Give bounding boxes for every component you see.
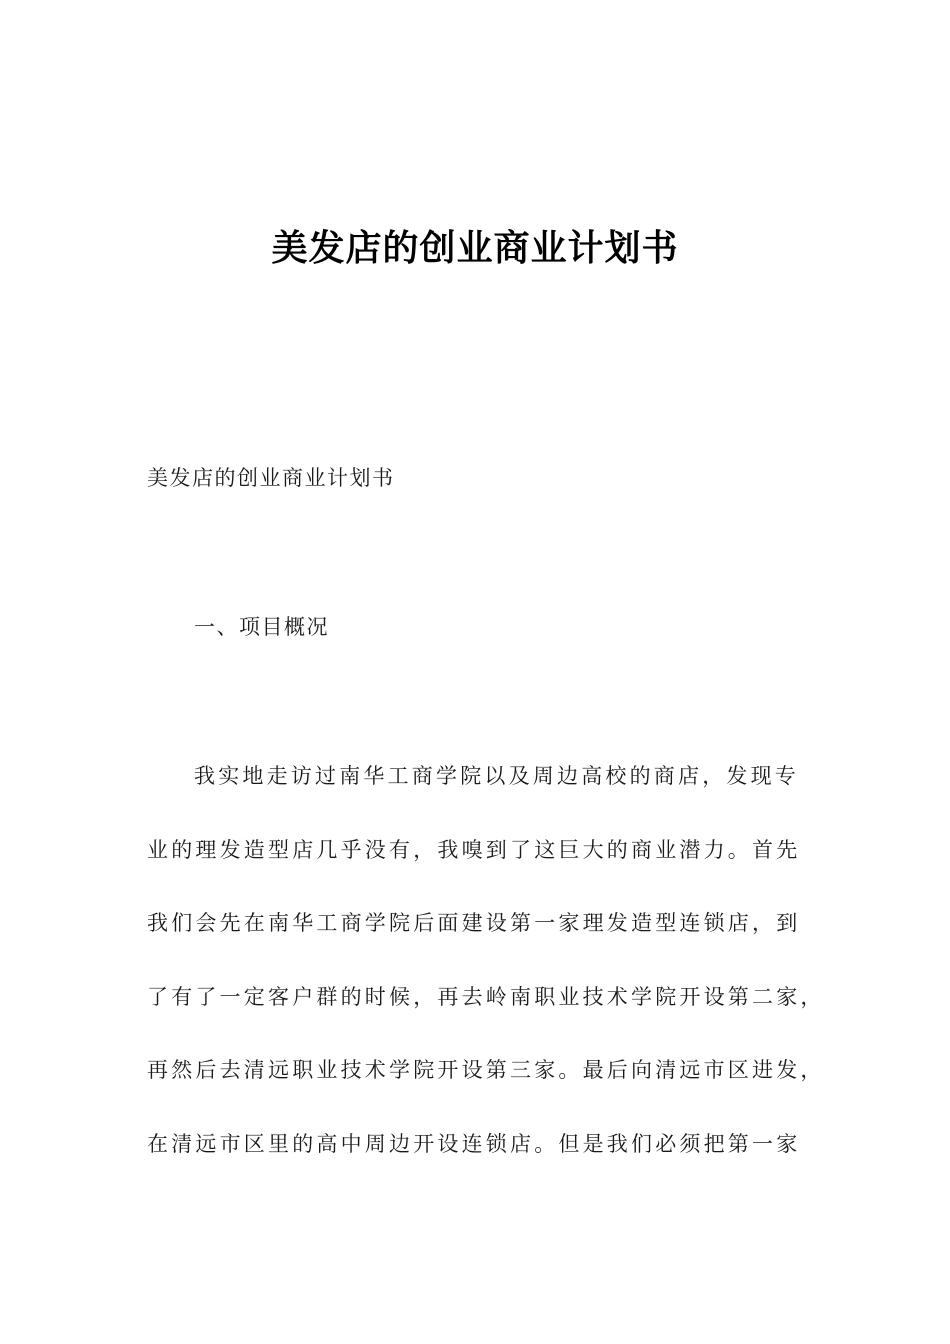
paragraph-line: 再然后去清远职业技术学院开设第三家。最后向清远市区进发， — [147, 1058, 825, 1082]
paragraph-line: 我实地走访过南华工商学院以及周边高校的商店，发现专 — [194, 764, 799, 788]
paragraph-line: 业的理发造型店几乎没有，我嗅到了这巨大的商业潜力。首先 — [147, 837, 801, 862]
body-paragraph — [147, 757, 847, 1198]
document-title: 美发店的创业商业计划书 — [271, 228, 679, 269]
paragraph-line: 我们会先在南华工商学院后面建设第一家理发造型连锁店，到 — [147, 911, 801, 935]
document-subtitle: 美发店的创业商业计划书 — [147, 466, 395, 490]
paragraph-line: 了有了一定客户群的时候，再去岭南职业技术学院开设第二家， — [147, 984, 825, 1009]
paragraph-line: 在清远市区里的高中周边开设连锁店。但是我们必须把第一家 — [147, 1131, 801, 1156]
section-heading-project-overview: 一、项目概况 — [194, 615, 329, 639]
